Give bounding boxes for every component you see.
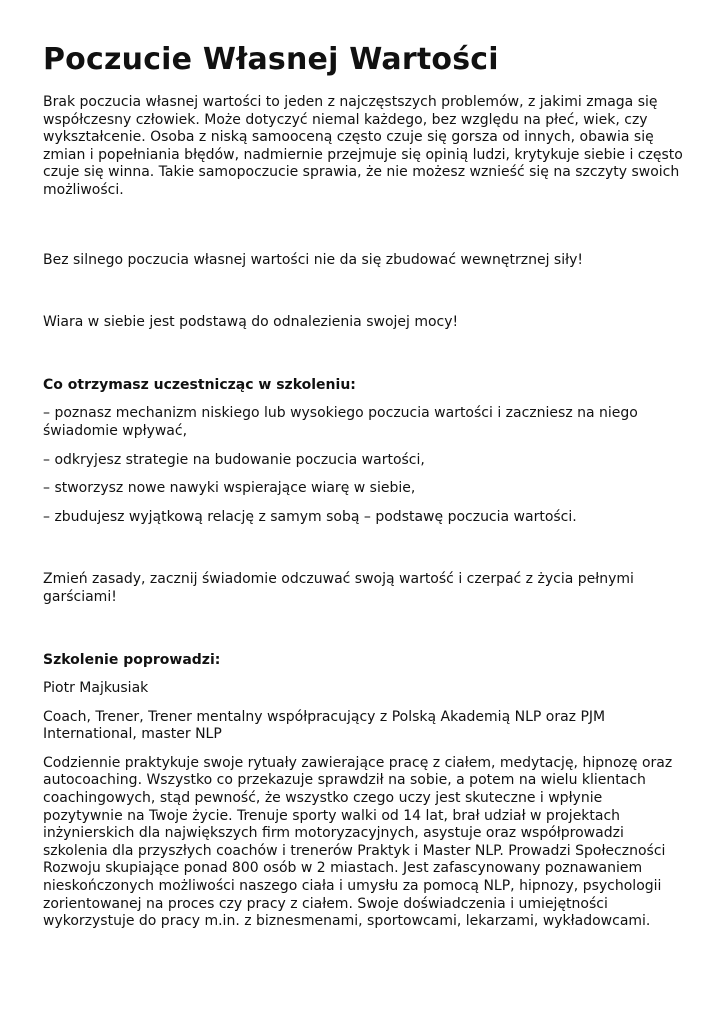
statement-strength: Bez silnego poczucia własnej wartości nie da się zbudować wewnętrznej siły! — [43, 251, 583, 268]
trainer-name: Piotr Majkusiak — [43, 680, 149, 697]
closing-paragraph: Zmień zasady, zacznij świadomie odczuwać swoją wartość i czerpać z życia pełnymi garściami! — [43, 571, 634, 605]
benefit-item: – zbudujesz wyjątkową relację z samym sobą – podstawę poczucia wartości. — [43, 508, 577, 525]
trainer-heading: Szkolenie poprowadzi: — [43, 651, 221, 668]
statement-belief: Wiara w siebie jest podstawą do odnalezienia swojej mocy! — [43, 314, 459, 331]
trainer-bio: Codziennie praktykuje swoje rytuały zawierające pracę z ciałem, medytację, hipnozę oraz autocoaching. Wszystko co przekazuje sprawdził na sobie, a potem na wielu klientach coachingowych, stąd pewność, że wszystko czego uczy jest skuteczne i wpłynie pozytywnie na Twoje życie. Trenuje sporty walki od 14 lat, brał udział w projektach inżynierskich dla największych firm motoryzacyjnych, asystuje oraz współprowadzi szkolenia dla przyszłych coachów i trenerów Praktyk i Master NLP. Prowadzi Społeczności Rozwoju skupiające ponad 800 osób w 2 miastach. Jest zafascynowany poznawaniem nieskończonych możliwości naszego ciała i umysłu za pomocą NLP, hipnozy, psychologii zorientowanej na proces czy pracy z ciałem. Swoje doświadczenia i umiejętności wykorzystuje do pracy m.in. z biznesmenami, sportowcami, lekarzami, wykładowcami. — [43, 754, 673, 930]
benefit-item: – poznasz mechanizm niskiego lub wysokiego poczucia wartości i zaczniesz na niego świadomie wpływać, — [43, 405, 638, 439]
document-page — [43, 40, 683, 931]
benefit-item: – stworzysz nowe nawyki wspierające wiarę w siebie, — [43, 480, 416, 497]
page-title: Poczucie Własnej Wartości — [43, 42, 499, 77]
trainer-role: Coach, Trener, Trener mentalny współpracujący z Polską Akademią NLP oraz PJM International, master NLP — [43, 708, 606, 743]
intro-paragraph: Brak poczucia własnej wartości to jeden z najczęstszych problemów, z jakimi zmaga się współczesny człowiek. Może dotyczyć niemal każdego, bez względu na płeć, wiek, czy wykształcenie. Osoba z niską samooceną często czuje się gorsza od innych, obawia się zmian i popełniania błędów, nadmiernie przejmuje się opinią ludzi, krytykuje siebie i często czuje się winna. Takie samopoczucie sprawia, że nie możesz wznieść się na szczyty swoich możliwości. — [43, 94, 683, 198]
benefit-item: – odkryjesz strategie na budowanie poczucia wartości, — [43, 451, 425, 468]
benefits-heading: Co otrzymasz uczestnicząc w szkoleniu: — [43, 376, 356, 393]
